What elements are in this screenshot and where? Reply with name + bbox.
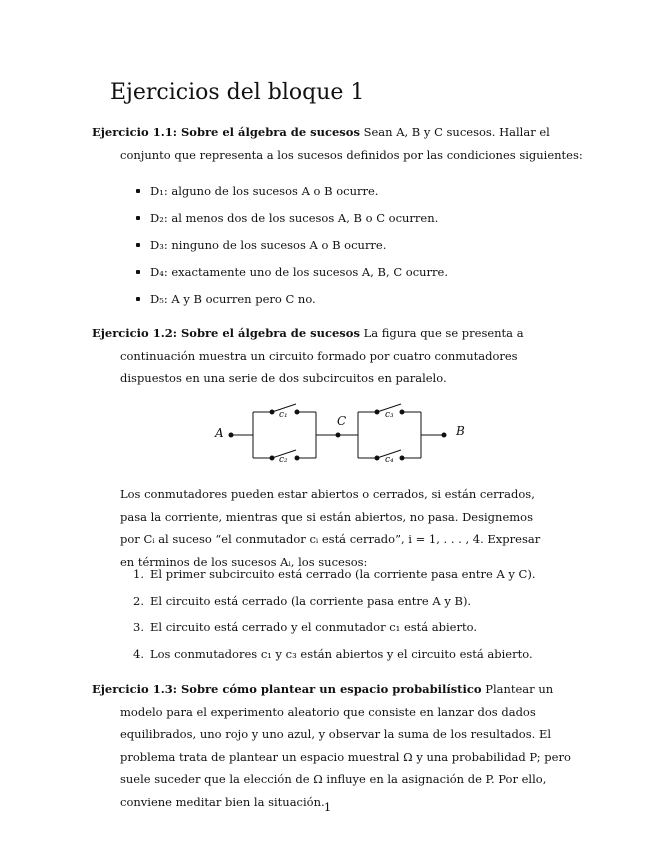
exercise-1-3 xyxy=(92,678,583,813)
page-title: Ejercicios del bloque 1 xyxy=(110,80,365,105)
switch-label: c₂ xyxy=(279,455,288,465)
node-a-dot xyxy=(229,433,233,437)
switch-contact xyxy=(400,456,404,460)
exercise-1-1-intro: Sean A, B y C sucesos. Hallar el conjunto que representa a los sucesos definidos por las condiciones siguientes: xyxy=(120,125,583,162)
page-number: 1 xyxy=(323,800,332,814)
list-item: Los conmutadores c₁ y c₃ están abiertos y el circuito está abierto. xyxy=(150,647,533,661)
list-number: 2. xyxy=(133,594,144,608)
switch-label: c₄ xyxy=(385,455,394,465)
bullet-icon xyxy=(136,216,140,220)
list-item: D₃: ninguno de los sucesos A o B ocurre. xyxy=(150,238,387,252)
exercise-1-3-intro: Plantear un modelo para el experimento aleatorio que consiste en lanzar dos dados equilibrados, uno rojo y uno azul, y observar la suma de los resultados. El problema trata de plantear un espacio muestral Ω y una probabilidad P; pero suele suceder que la elección de Ω influye en la asignación de P. Por ello, conviene meditar bien la situación. xyxy=(120,682,571,809)
exercise-1-3-label: Ejercicio 1.3: Sobre cómo plantear un espacio probabilístico xyxy=(92,682,482,696)
list-item: D₄: exactamente uno de los sucesos A, B, C ocurre. xyxy=(150,265,448,279)
node-c-label: C xyxy=(337,414,347,428)
bullet-icon xyxy=(136,270,140,274)
bullet-icon xyxy=(136,297,140,301)
node-b-label: B xyxy=(456,424,465,438)
list-number: 1. xyxy=(133,567,144,581)
list-item: D₅: A y B ocurren pero C no. xyxy=(150,292,316,306)
switch-contact xyxy=(400,410,404,414)
list-item: El circuito está cerrado (la corriente pasa entre A y B). xyxy=(150,594,472,608)
switch-contact xyxy=(295,456,299,460)
switch-label: c₃ xyxy=(385,410,394,420)
circuit-diagram xyxy=(0,400,655,480)
exercise-1-2-body: Los conmutadores pueden estar abiertos o cerrados, si están cerrados, pasa la corriente, mientras que si están abiertos, no pasa. Designemos por Cᵢ al suceso “el conmutador cᵢ está cerrado”, i = 1, . . . , 4. Expresar en términos de los sucesos Aᵢ, los sucesos: xyxy=(120,487,541,569)
bullet-icon xyxy=(136,243,140,247)
node-a-label: A xyxy=(215,426,224,440)
bullet-icon xyxy=(136,189,140,193)
node-b-dot xyxy=(442,433,446,437)
list-item: D₂: al menos dos de los sucesos A, B o C ocurren. xyxy=(150,211,439,225)
exercise-1-2-intro: La figura que se presenta a continuación muestra un circuito formado por cuatro conmutadores dispuestos en una serie de dos subcircuitos en paralelo. xyxy=(120,326,524,385)
list-number: 3. xyxy=(133,620,144,634)
node-c-dot xyxy=(336,433,340,437)
list-item: El circuito está cerrado y el conmutador c₁ está abierto. xyxy=(150,620,477,634)
list-item: D₁: alguno de los sucesos A o B ocurre. xyxy=(150,184,379,198)
list-item: El primer subcircuito está cerrado (la corriente pasa entre A y C). xyxy=(150,567,536,581)
exercise-1-2 xyxy=(92,322,583,390)
list-number: 4. xyxy=(133,647,144,661)
switch-label: c₁ xyxy=(279,410,288,420)
switch-contact xyxy=(295,410,299,414)
exercise-1-2-label: Ejercicio 1.2: Sobre el álgebra de sucesos xyxy=(92,326,360,340)
exercise-1-1-label: Ejercicio 1.1: Sobre el álgebra de sucesos xyxy=(92,125,360,139)
exercise-1-1 xyxy=(92,121,583,166)
